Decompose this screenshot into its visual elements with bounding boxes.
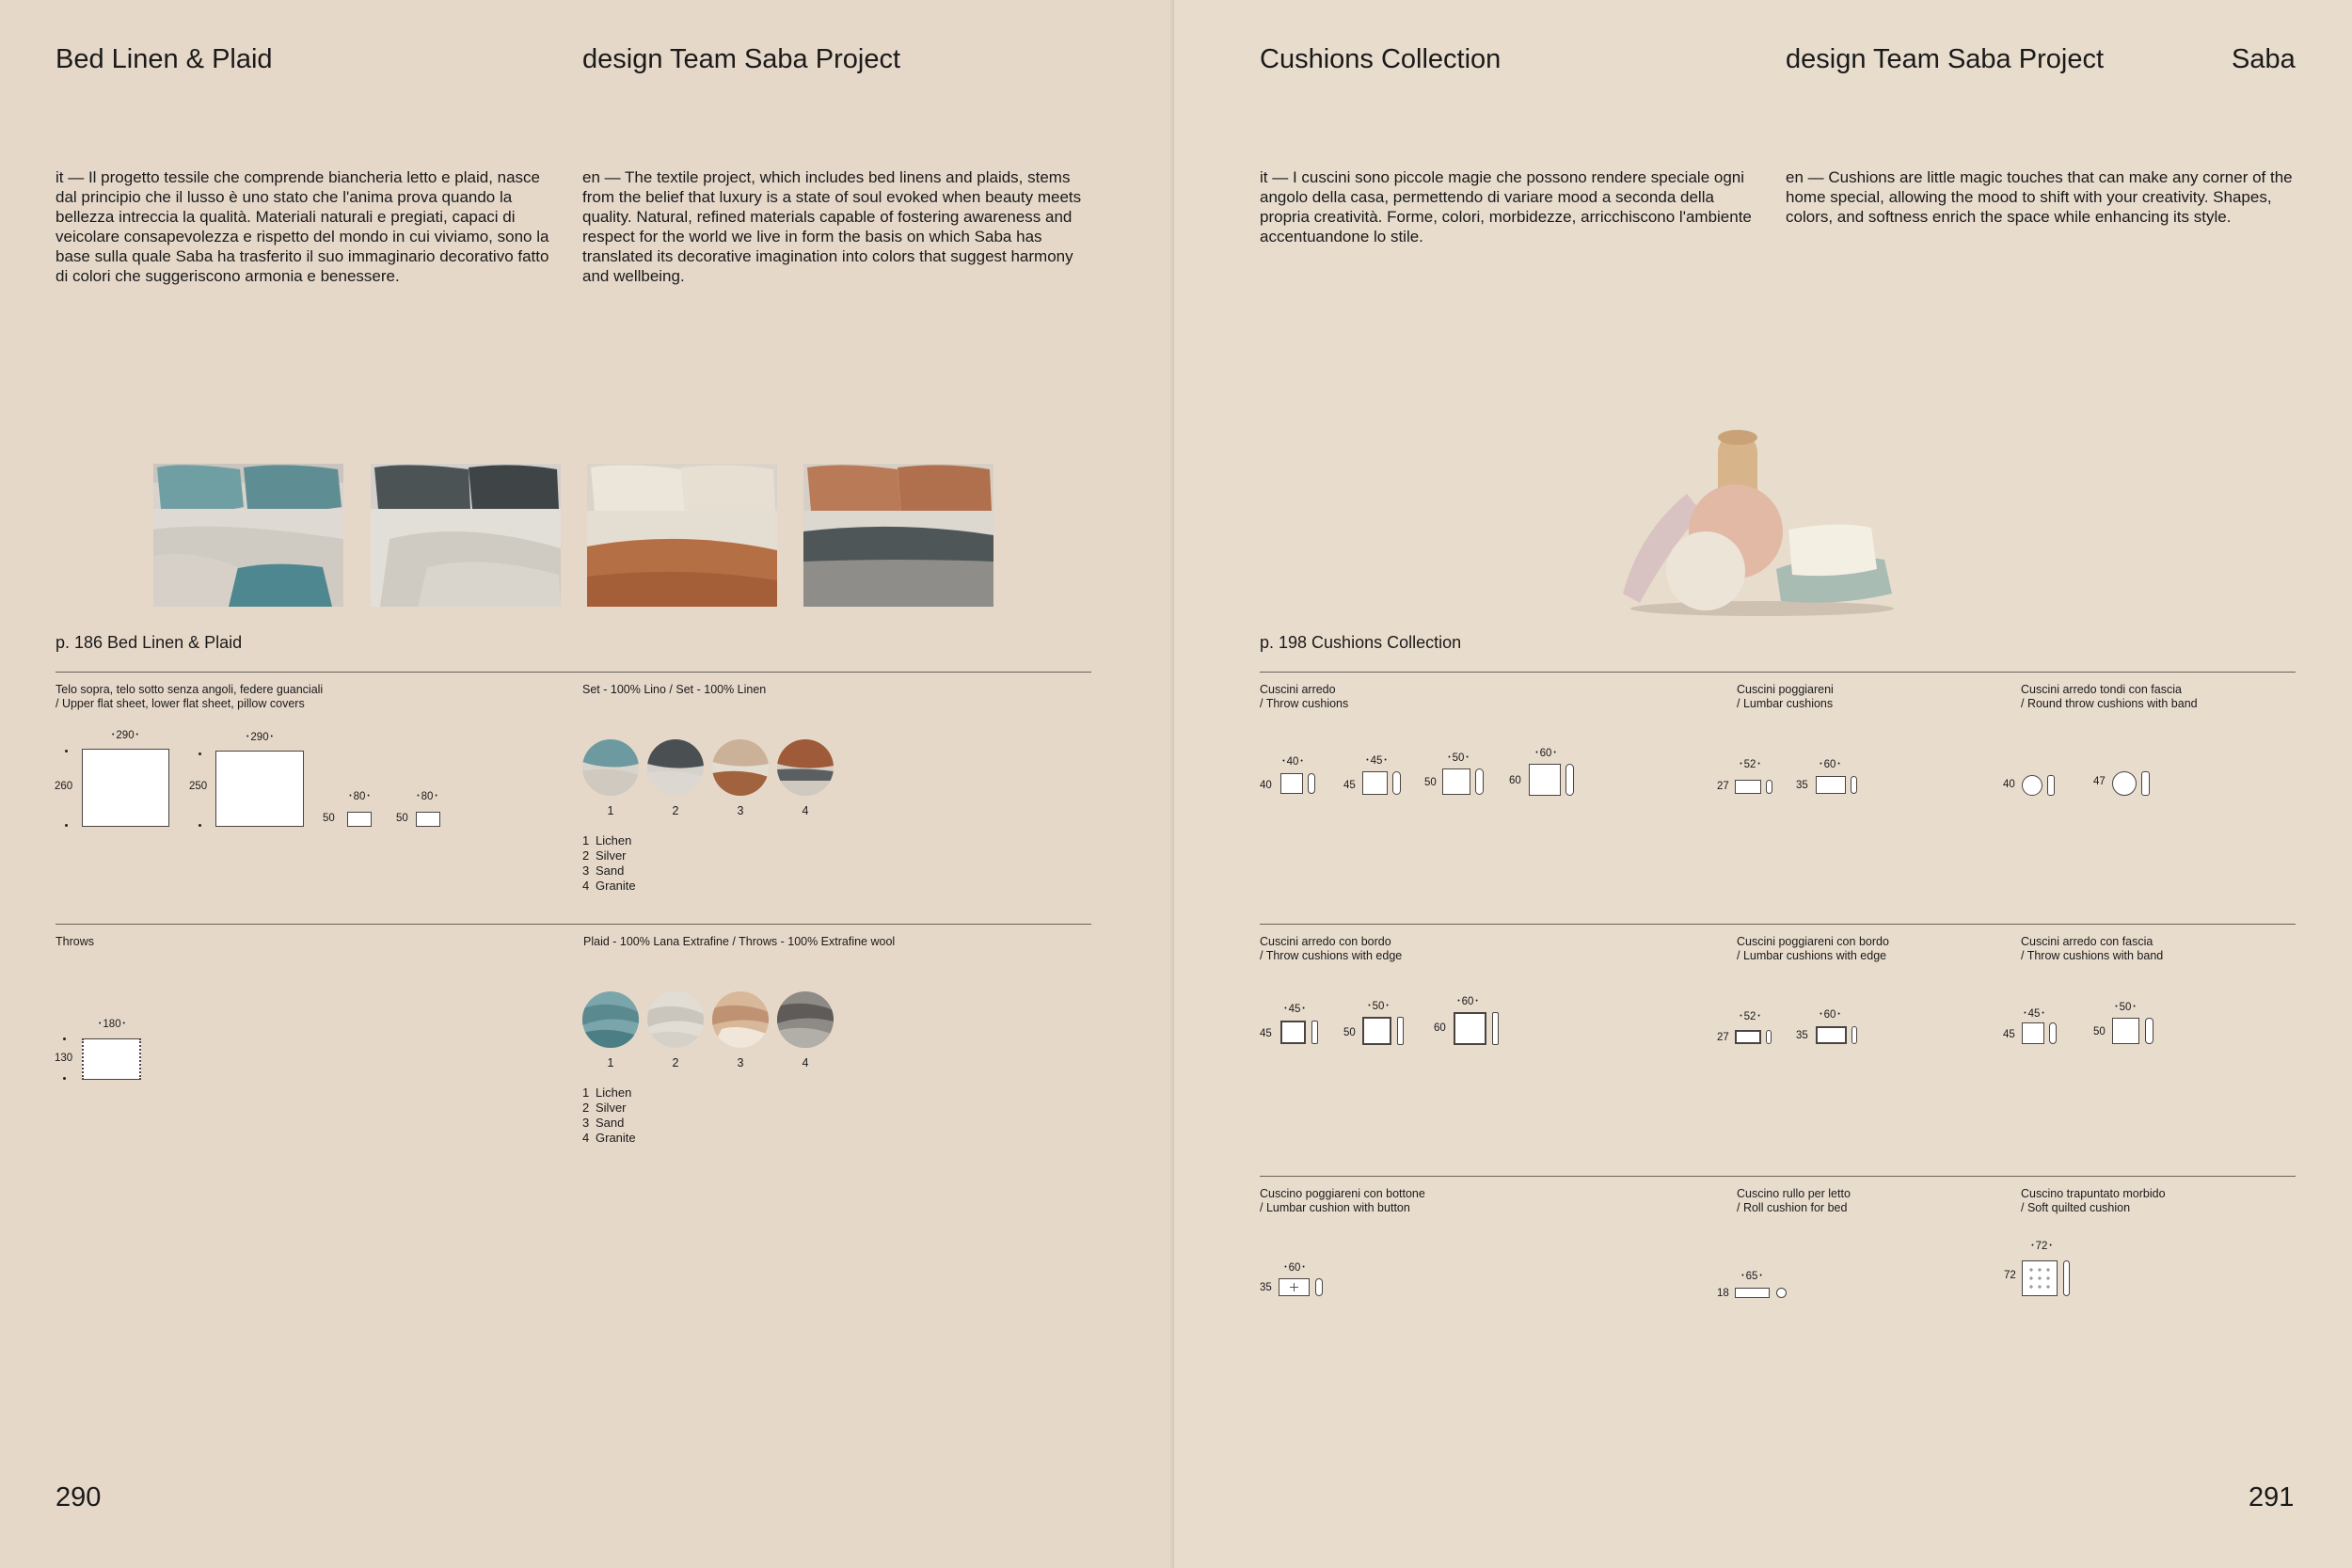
dim-width: • 52 • [1740,1010,1760,1023]
lumbar-edge-label-it: Cuscini poggiareni con bordo [1737,935,1889,948]
designer-credit-left: design Team Saba Project [582,44,901,74]
divider-line [1260,672,2296,673]
round-cushion-47-side [2141,771,2150,796]
throw-band-50-diagram [2112,1018,2139,1044]
dim-width: • 72 • [2031,1240,2052,1253]
caption-bed-linen: p. 186 Bed Linen & Plaid [56,633,243,652]
throw-diagram [82,1038,141,1080]
swatch-number: 1 [607,1056,614,1069]
cushions-photo [1612,428,1913,616]
dim-pillow2-width: • 80 • [417,790,437,803]
dim-width: • 50 • [2115,1001,2136,1014]
dim-width: • 50 • [1368,1000,1389,1013]
brand-name: Saba [2232,44,2296,74]
throw-cushion-50-diagram [1442,768,1470,795]
legend-item: 1 Lichen [582,1085,632,1100]
dim-diameter: 47 [2093,776,2106,787]
swatch-number: 4 [802,804,809,817]
throw-edge-60-diagram [1454,1012,1486,1045]
dim-pillow2-height: 50 [396,813,408,824]
swatch-linen-lichen [582,739,639,796]
lumbar-button-label-it: Cuscino poggiareni con bottone [1260,1187,1425,1200]
roll-cushion-end [1776,1288,1787,1298]
lumbar-cushion-52-diagram [1735,780,1761,794]
throw-edge-45-diagram [1280,1021,1306,1044]
lumbar-button-side [1315,1278,1323,1296]
left-page [0,0,1174,1568]
dim-throw-height: 130 [55,1053,73,1064]
dim-height: 60 [1509,775,1521,786]
throw-cushions-label-it: Cuscini arredo [1260,683,1336,696]
lumbar-button-label-en: / Lumbar cushion with button [1260,1201,1410,1214]
dim-lower-sheet-height: 250 [189,781,208,792]
throw-cushion-40-diagram [1280,773,1303,794]
dim-width: • 45 • [1366,754,1387,768]
intro-text-english: en — The textile project, which includes bed linens and plaids, stems from the belief that luxury is a state of soul evoked when beauty meets quality. Natural, refined materials capable of fostering awareness and respect for the world we live in form the basis on which Saba has translated its decorative imagination into colors that suggest harmony and wellbeing. [582,168,1082,285]
divider-line [1260,924,2296,925]
pillow-cover-diagram-2 [416,812,440,827]
throw-edge-60-side [1492,1012,1499,1045]
dim-width: • 45 • [1284,1003,1305,1016]
legend-item: 2 Silver [582,848,627,863]
dim-width: • 60 • [1284,1261,1305,1275]
throw-cushion-60-diagram [1529,764,1561,796]
dim-diameter: 18 [1717,1288,1729,1299]
throws-label: Throws [56,935,94,948]
sheet-set-label-it: Telo sopra, telo sotto senza angoli, federe guanciali [56,683,324,696]
dim-height: 35 [1796,780,1808,791]
throw-edge-50-side [1397,1017,1404,1045]
lumbar-edge-52-diagram [1735,1030,1761,1044]
lumbar-cushions-label-it: Cuscini poggiareni [1737,683,1834,696]
round-band-label-en: / Round throw cushions with band [2021,697,2198,710]
throw-band-label-it: Cuscini arredo con fascia [2021,935,2153,948]
legend-item: 4 Granite [582,879,636,893]
cushions-text-italian: it — I cuscini sono piccole magie che possono rendere speciale ogni angolo della casa, permettendo di variare mood a seconda della propria creatività. Forme, colori, morbidezze, arricchiscono l'ambiente accentuandone lo stile. [1260,168,1752,245]
throw-edge-label-en: / Throw cushions with edge [1260,949,1403,962]
roll-cushion-diagram [1735,1288,1770,1298]
dim-width: • 60 • [1457,995,1478,1008]
dim-height: 50 [1424,777,1437,788]
quilted-cushion-label-en: / Soft quilted cushion [2021,1201,2131,1214]
dim-width: • 45 • [2024,1007,2044,1021]
dim-length: • 65 • [1741,1270,1762,1283]
section-title-bed-linen: Bed Linen & Plaid [56,44,273,74]
roll-cushion-label-en: / Roll cushion for bed [1737,1201,1848,1214]
throw-cushion-45-side [1392,771,1401,795]
swatch-number: 4 [802,1056,809,1069]
throws-material-label: Plaid - 100% Lana Extrafine / Throws - 100% Extrafine wool [583,935,896,948]
throw-cushion-50-side [1475,768,1484,795]
divider-line [1260,1176,2296,1177]
dim-height: 27 [1717,1032,1729,1043]
dim-width: • 60 • [1820,1008,1840,1022]
swatch-wool-silver [647,991,704,1048]
dim-upper-sheet-width: • 290 • [112,729,138,742]
legend-item: 3 Sand [582,863,625,878]
swatch-number: 2 [672,1056,679,1069]
dim-height: 50 [1343,1027,1356,1038]
dim-width: • 60 • [1820,758,1840,771]
dim-height: 35 [1260,1282,1272,1293]
sheet-material-label: Set - 100% Lino / Set - 100% Linen [582,683,767,696]
dim-height: 45 [1343,780,1356,791]
dim-height: 60 [1434,1022,1446,1034]
dim-diameter: 40 [2003,779,2015,790]
lumbar-edge-label-en: / Lumbar cushions with edge [1737,949,1887,962]
quilted-cushion-label-it: Cuscino trapuntato morbido [2021,1187,2166,1200]
swatch-number: 3 [737,804,744,817]
bed-photo-lichen [153,464,343,607]
quilted-cushion-side [2063,1260,2070,1296]
pillow-cover-diagram-1 [347,812,372,827]
throw-cushion-45-diagram [1362,771,1388,795]
throw-edge-label-it: Cuscini arredo con bordo [1260,935,1391,948]
dim-width: • 52 • [1740,758,1760,771]
dim-height: 45 [1260,1028,1272,1039]
round-cushion-40-diagram [2022,775,2042,796]
legend-item: 3 Sand [582,1116,625,1130]
caption-cushions: p. 198 Cushions Collection [1260,633,1462,652]
dim-pillow1-width: • 80 • [349,790,370,803]
dim-height: 72 [2004,1270,2016,1281]
swatch-linen-granite [777,739,834,796]
dim-height: 50 [2093,1026,2106,1037]
right-page [1174,0,2352,1568]
page-number-left: 290 [56,1482,102,1513]
divider-line [56,924,1091,925]
throw-edge-50-diagram [1362,1017,1391,1045]
bed-photo-granite [803,464,993,607]
swatch-number: 1 [607,804,614,817]
lumbar-edge-52-side [1766,1030,1772,1044]
designer-credit-right: design Team Saba Project [1786,44,2105,74]
round-cushion-40-side [2047,775,2055,796]
throw-band-45-diagram [2022,1022,2044,1044]
lumbar-edge-60-diagram [1816,1026,1847,1044]
throw-edge-45-side [1311,1021,1318,1044]
quilted-cushion-diagram [2022,1260,2058,1296]
dim-width: • 60 • [1535,747,1556,760]
legend-item: 2 Silver [582,1101,627,1115]
lumbar-cushion-60-diagram [1816,776,1846,794]
bed-photo-sand [587,464,777,607]
sheet-set-label-en: / Upper flat sheet, lower flat sheet, pillow covers [56,697,305,710]
legend-item: 4 Granite [582,1131,636,1145]
swatch-number: 2 [672,804,679,817]
dim-height: 27 [1717,781,1729,792]
throw-band-45-side [2049,1022,2057,1044]
lower-sheet-diagram [215,751,304,827]
throw-band-50-side [2145,1018,2153,1044]
dim-width: • 50 • [1448,752,1469,765]
legend-item: 1 Lichen [582,833,632,847]
section-title-cushions: Cushions Collection [1260,44,1502,74]
bed-photo-silver [371,464,561,607]
lumbar-cushion-60-side [1851,776,1857,794]
swatch-wool-lichen [582,991,639,1048]
intro-text-italian: it — Il progetto tessile che comprende biancheria letto e plaid, nasce dal principio che il lusso è uno stato che l'anima prova quando la bellezza intreccia la qualità. Materiali naturali e pregiati, capaci di veicolare consapevolezza e rispetto del mondo in cui viviamo, sono la base sulla quale Saba ha trasferito il suo immaginario decorativo fatto di colori che suggeriscono armonia e benessere. [56,168,549,285]
swatch-number: 3 [737,1056,744,1069]
swatch-linen-silver [647,739,704,796]
cushions-text-english: en — Cushions are little magic touches that can make any corner of the home special, allowing the mood to shift with your creativity. Shapes, colors, and softness enrich the space while enhancing its style. [1786,168,2293,226]
dim-pillow1-height: 50 [323,813,335,824]
swatch-wool-granite [777,991,834,1048]
dim-throw-width: • 180 • [99,1018,125,1031]
dim-height: 45 [2003,1029,2015,1040]
swatch-linen-sand [712,739,769,796]
throw-cushions-label-en: / Throw cushions [1260,697,1349,710]
throw-cushion-40-side [1308,773,1315,794]
lumbar-cushions-label-en: / Lumbar cushions [1737,697,1834,710]
color-legend-linen [582,833,636,894]
dim-lower-sheet-width: • 290 • [246,731,273,744]
lumbar-edge-60-side [1851,1026,1857,1044]
swatch-wool-sand [712,991,769,1048]
lumbar-cushion-52-side [1766,780,1772,794]
dim-height: 40 [1260,780,1272,791]
dim-width: • 40 • [1282,755,1303,768]
round-cushion-47-diagram [2112,771,2137,796]
round-band-label-it: Cuscini arredo tondi con fascia [2021,683,2182,696]
divider-line [56,672,1091,673]
dim-upper-sheet-height: 260 [55,781,73,792]
page-number-right: 291 [2249,1482,2295,1513]
lumbar-button-diagram [1279,1278,1310,1296]
roll-cushion-label-it: Cuscino rullo per letto [1737,1187,1851,1200]
upper-sheet-diagram [82,749,169,827]
throw-band-label-en: / Throw cushions with band [2021,949,2164,962]
color-legend-wool [582,1085,636,1146]
throw-cushion-60-side [1565,764,1574,796]
dim-height: 35 [1796,1030,1808,1041]
